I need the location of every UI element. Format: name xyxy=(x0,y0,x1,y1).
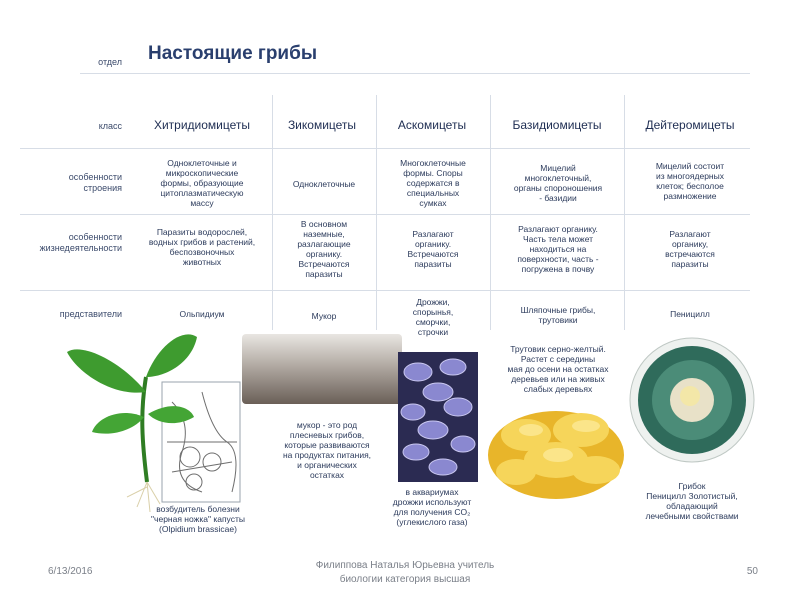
column-divider xyxy=(376,95,377,330)
penicillium-photo xyxy=(628,330,756,480)
cell-rep-zygo: Мукор xyxy=(311,311,337,321)
cell-structure-basidio: Мицелий многоклеточный, органы спороношения - базидии xyxy=(513,163,603,203)
class-name-zygo: Зикомицеты xyxy=(287,118,357,132)
seedling-illustration xyxy=(62,322,242,522)
cell-lifestyle-deutero: Разлагают органику, встречаются паразиты xyxy=(665,229,715,269)
divider xyxy=(80,73,750,74)
column-divider xyxy=(624,95,625,330)
caption-yeast: в аквариумах дрожжи используют для получения CO₂ (углекислого газа) xyxy=(392,487,472,527)
divider xyxy=(20,214,750,215)
yeast-photo xyxy=(398,352,478,482)
column-divider xyxy=(272,95,273,330)
cell-structure-zygo: Одноклеточные xyxy=(292,179,356,189)
cell-rep-basidio: Шляпочные грибы, трутовики xyxy=(520,305,596,325)
caption-penicillium: Грибок Пеницилл Золотистый, обладающий лечебными свойствами xyxy=(645,481,739,521)
row-label-class: класс xyxy=(98,121,122,131)
divider xyxy=(20,148,750,149)
divider xyxy=(20,290,750,291)
row-label-division: отдел xyxy=(98,57,122,67)
footer-author: Филиппова Наталья Юрьевна учитель биологии категория высшая xyxy=(315,560,495,585)
cell-lifestyle-chytrid: Паразиты водорослей, водных грибов и растений, беспозвоночных животных xyxy=(148,227,256,267)
cell-structure-asco: Многоклеточные формы. Споры содержатся в специальных сумках xyxy=(400,158,466,208)
page-title: Настоящие грибы xyxy=(148,43,318,64)
caption-olpidium: возбудитель болезни "черная ножка" капусты (Olpidium brassicae) xyxy=(151,504,245,534)
column-divider xyxy=(490,95,491,330)
class-name-basidio: Базидиомицеты xyxy=(512,118,602,132)
cell-lifestyle-asco: Разлагают органику. Встречаются паразиты xyxy=(407,229,459,269)
cell-rep-deutero: Пеницилл xyxy=(670,309,710,319)
cell-structure-chytrid: Одноклеточные и микроскопические формы, образующие цитоплазматическую массу xyxy=(160,158,244,208)
footer-date: 6/13/2016 xyxy=(48,566,93,577)
class-name-deutero: Дейтеромицеты xyxy=(645,118,735,132)
page-number: 50 xyxy=(746,566,758,577)
class-name-chytrid: Хитридиомицеты xyxy=(153,118,251,132)
cell-rep-asco: Дрожжи, спорынья, сморчки, строчки xyxy=(412,297,454,337)
caption-mucor: мукор - это род плесневых грибов, которые развиваются на продуктах питания, и органических остатках xyxy=(282,420,372,480)
cell-lifestyle-basidio: Разлагают органику. Часть тела может находиться на поверхности, часть - погружена в почву xyxy=(517,224,599,274)
cell-structure-deutero: Мицелий состоит из многоядерных клеток; бесполое размножение xyxy=(655,161,725,201)
row-label-lifestyle: особенности жизнедеятельности xyxy=(39,232,122,253)
polypore-photo xyxy=(486,400,626,500)
mucor-photo xyxy=(242,334,402,404)
caption-polypore: Трутовик серно-желтый. Растет с середины мая до осени на остатках деревьев или на живых слабых деревьях xyxy=(507,344,609,394)
cell-rep-chytrid: Ольпидиум xyxy=(179,309,225,319)
row-label-structure: особенности строения xyxy=(68,172,122,193)
cell-lifestyle-zygo: В основном наземные, разлагающие органику. Встречаются паразиты xyxy=(297,219,351,279)
row-label-representatives: представители xyxy=(59,309,122,319)
class-name-asco: Аскомицеты xyxy=(397,118,467,132)
